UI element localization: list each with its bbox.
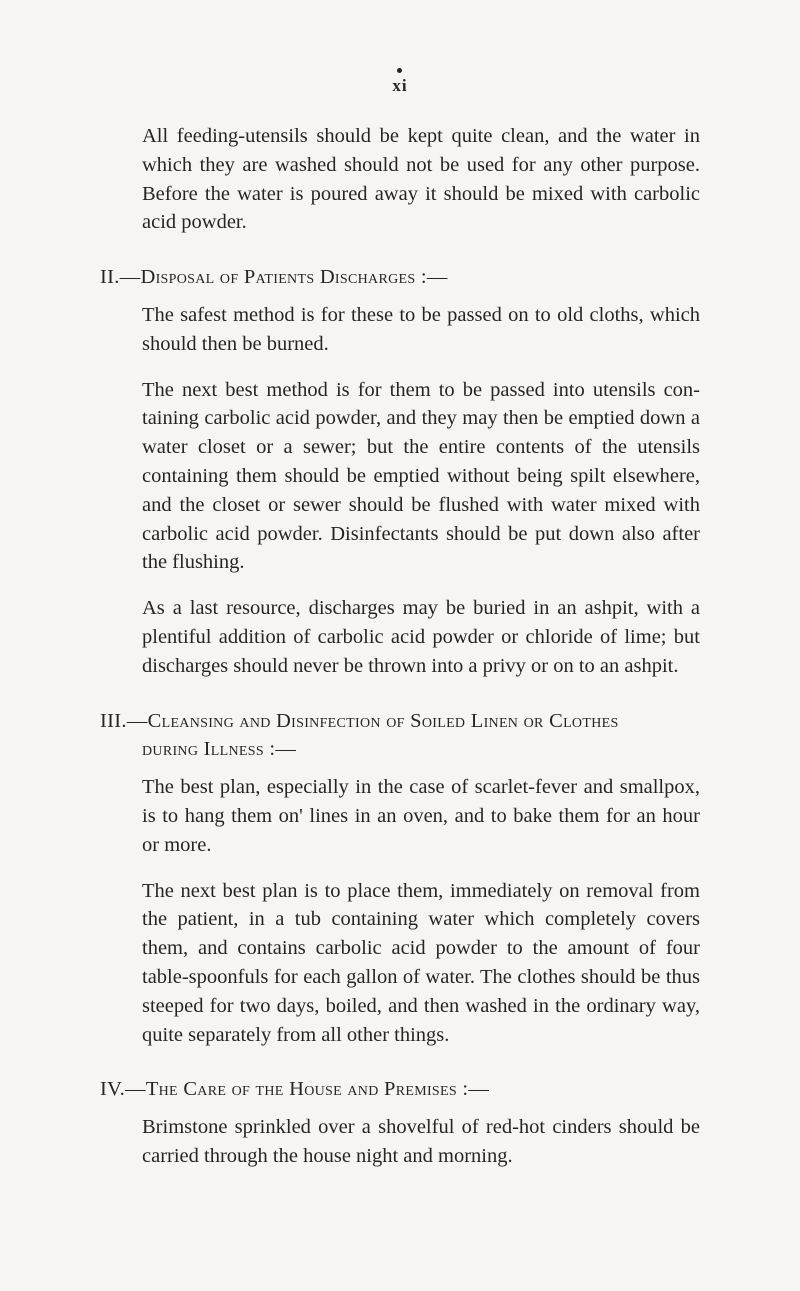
page-number-text: xi: [392, 76, 408, 95]
section-paragraph: Brimstone sprinkled over a shovelful of red-hot cinders should be carried through the house night and morning.: [142, 1116, 700, 1167]
section-heading: [100, 263, 700, 292]
section-heading: [100, 707, 700, 765]
page-content: [100, 122, 700, 1171]
section-numeral: IV.: [100, 1078, 126, 1101]
section-heading: [100, 1075, 700, 1104]
intro-paragraph: All feeding-utensils should be kept quite clean, and the water in which they are washed should not be used for any other purpose. Before the water is poured away it should be mixed with carbolic acid powder.: [142, 125, 700, 234]
section-title: —Cleansing and Disinfection of Soiled Linen or Clothes: [126, 709, 619, 732]
section-body: [142, 1113, 700, 1171]
ink-dot: [397, 68, 402, 73]
section-paragraph: The next best plan is to place them, immediately on removal from the patient, in a tub containing water which completely covers them, and contains carbolic acid powder to the amount of four table-spoonfuls for each gallon of water. The clothes should be thus steeped for two days, boiled, and then washed in the ordinary way, quite separately from all other things.: [142, 879, 700, 1046]
section-numeral: III.: [100, 709, 127, 732]
section-paragraph: As a last resource, discharges may be buried in an ashpit, with a plentiful addition of carbolic acid powder or chloride of lime; but discharges should never be thrown into a privy or on to an ashpit.: [142, 597, 700, 677]
section-title: —Disposal of Patients Discharges :—: [119, 266, 448, 289]
section-title-continuation: during Illness :—: [142, 738, 297, 761]
section-title: —The Care of the House and Premises :—: [125, 1078, 490, 1101]
page-number: [0, 76, 800, 96]
section-paragraph: The safest method is for these to be passed on to old cloths, which should then be burned.: [142, 303, 700, 355]
section-body: [142, 301, 700, 681]
section-house-care: [100, 1075, 700, 1170]
section-disposal: [100, 263, 700, 680]
section-cleansing: [100, 707, 700, 1050]
section-paragraph: The best plan, especially in the case of scarlet-fever and smallpox, is to hang them on' lines in an oven, and to bake them for an hour or more.: [142, 776, 700, 856]
section-numeral: II.: [100, 266, 120, 289]
section-body: [142, 773, 700, 1049]
section-paragraph: The next best method is for them to be passed into utensils containing carbolic acid powder, and they may then be emptied down a water closet or a sewer; but the entire contents of the utensils containing them should be emptied without being spilt elsewhere, and the closet or sewer should be flushed with water mixed with carbolic acid powder. Disinfectants should be put down also after the flushing.: [142, 378, 700, 574]
